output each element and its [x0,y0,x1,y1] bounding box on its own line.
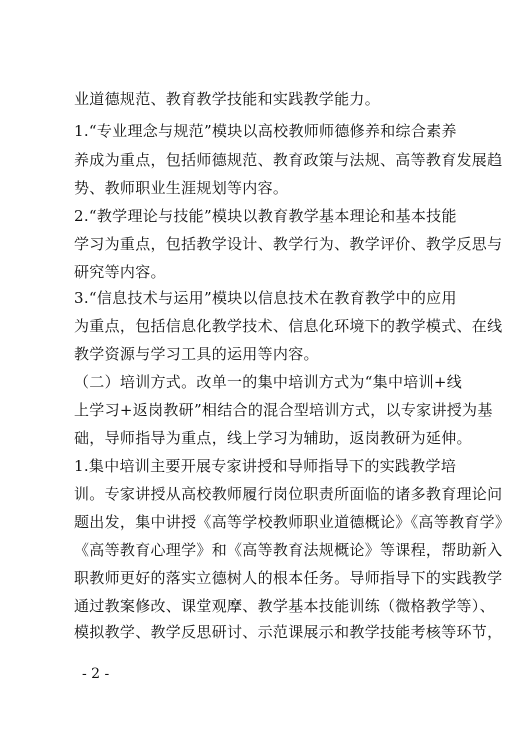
page-number: - 2 - [82,666,110,682]
text-line: 学习为重点，包括教学设计、教学行为、教学评价、教学反思与 [74,235,503,253]
text-line: 势、教师职业生涯规划等内容。 [74,179,289,197]
text-line: 模拟教学、教学反思研讨、示范课展示和教学技能考核等环节， [74,623,503,641]
text-line: 题出发，集中讲授《高等学校教师职业道德概论》《高等教育学》 [74,513,511,531]
text-line: 业道德规范、教育教学技能和实践教学能力。 [74,90,381,108]
text-line: 训。专家讲授从高校教师履行岗位职责所面临的诸多教育理论问 [74,485,503,503]
text-line: 通过教案修改、课堂观摩、教学基本技能训练（微格教学等）、 [74,597,495,615]
text-line: 《高等教育心理学》和《高等教育法规概论》等课程，帮助新入 [74,541,503,559]
text-line: 础，导师指导为重点，线上学习为辅助，返岗教研为延伸。 [74,429,472,447]
text-line: 为重点，包括信息化教学技术、信息化环境下的教学模式、在线 [74,317,503,335]
text-line: 职教师更好的落实立德树人的根本任务。导师指导下的实践教学 [74,569,503,587]
text-line: 1.“专业理念与规范”模块以高校教师师德修养和综合素养 [74,122,457,140]
text-line: 研究等内容。 [74,263,166,281]
text-line: 养成为重点，包括师德规范、教育政策与法规、高等教育发展趋 [74,151,503,169]
text-line: 1.集中培训主要开展专家讲授和导师指导下的实践教学培 [74,457,457,475]
text-line: 3.“信息技术与运用”模块以信息技术在教育教学中的应用 [74,289,457,307]
text-line: （二）培训方式。改单一的集中培训方式为“集中培训+线 [74,373,463,391]
text-line: 2.“教学理论与技能”模块以教育教学基本理论和基本技能 [74,207,457,225]
text-line: 教学资源与学习工具的运用等内容。 [74,345,319,363]
text-line: 上学习+返岗教研”相结合的混合型培训方式，以专家讲授为基 [74,401,493,419]
